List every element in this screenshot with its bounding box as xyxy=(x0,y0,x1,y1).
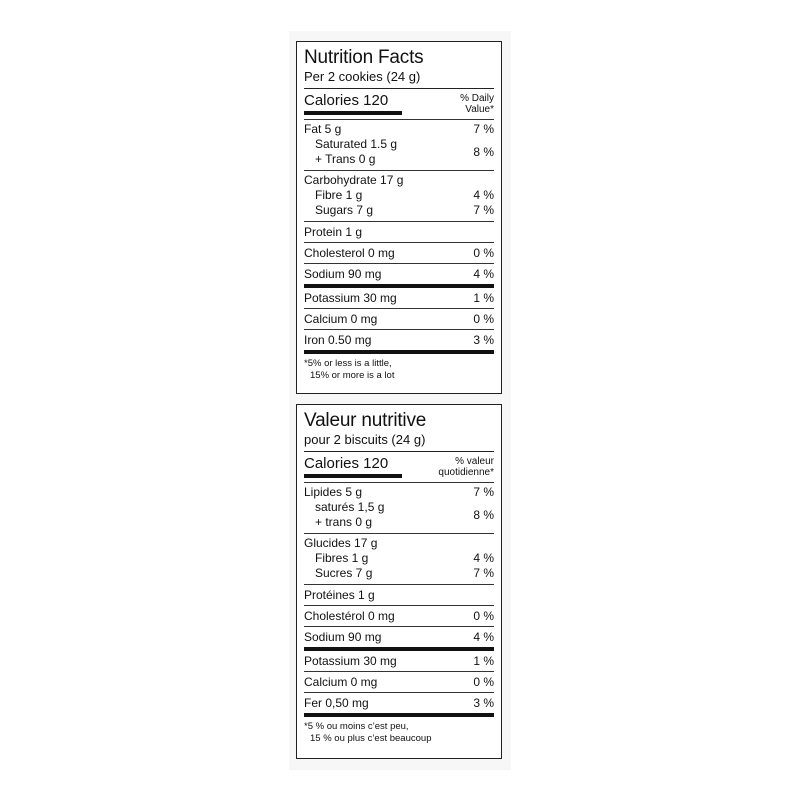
footnote-line-1: *5% or less is a little, xyxy=(304,358,392,369)
calories-row xyxy=(304,455,494,482)
nutrition-facts-panel-en xyxy=(296,41,502,394)
iron-pct: 3 % xyxy=(473,696,494,710)
iron-pct: 3 % xyxy=(473,333,494,347)
footnote-line-1: *5 % ou moins c’est peu, xyxy=(304,721,409,732)
footnote-line-2: 15% or more is a lot xyxy=(310,370,395,381)
carb-label: Glucides 17 g xyxy=(304,536,378,550)
cholesterol-pct: 0 % xyxy=(473,246,494,260)
footnote-line-2: 15 % ou plus c’est beaucoup xyxy=(310,733,432,744)
daily-value-header: % Daily Value* xyxy=(460,93,494,115)
fibre-label: Fibres 1 g xyxy=(315,551,369,565)
protein-label: Protein 1 g xyxy=(304,225,363,239)
sugars-pct: 7 % xyxy=(473,203,494,217)
calcium-label: Calcium 0 mg xyxy=(304,312,378,326)
potassium-row xyxy=(304,651,494,671)
calcium-pct: 0 % xyxy=(473,675,494,689)
sugars-label: Sucres 7 g xyxy=(315,566,373,580)
carb-label: Carbohydrate 17 g xyxy=(304,173,404,187)
fat-label: Fat 5 g xyxy=(304,122,342,136)
serving-size: Per 2 cookies (24 g) xyxy=(304,69,421,84)
footnote xyxy=(304,354,494,382)
calcium-pct: 0 % xyxy=(473,312,494,326)
iron-row xyxy=(304,693,494,713)
iron-row xyxy=(304,330,494,350)
cholesterol-label: Cholestérol 0 mg xyxy=(304,609,395,623)
nutrition-facts-panel-fr xyxy=(296,404,502,759)
calories-label: Calories 120 xyxy=(304,92,389,109)
serving-size: pour 2 biscuits (24 g) xyxy=(304,432,426,447)
calcium-row xyxy=(304,309,494,329)
calcium-label: Calcium 0 mg xyxy=(304,675,378,689)
cholesterol-label: Cholesterol 0 mg xyxy=(304,246,395,260)
fibre-label: Fibre 1 g xyxy=(315,188,363,202)
saturated-label: saturés 1,5 g xyxy=(315,500,385,514)
cholesterol-row xyxy=(304,243,494,263)
potassium-label: Potassium 30 mg xyxy=(304,291,397,305)
sat-trans-pct: 8 % xyxy=(473,144,494,159)
fat-block xyxy=(304,120,494,170)
fat-label: Lipides 5 g xyxy=(304,485,363,499)
potassium-pct: 1 % xyxy=(473,291,494,305)
panel-title: Nutrition Facts xyxy=(304,47,424,68)
potassium-label: Potassium 30 mg xyxy=(304,654,397,668)
cholesterol-pct: 0 % xyxy=(473,609,494,623)
protein-row xyxy=(304,222,494,242)
iron-label: Fer 0,50 mg xyxy=(304,696,369,710)
trans-label: + trans 0 g xyxy=(315,515,373,529)
iron-label: Iron 0.50 mg xyxy=(304,333,372,347)
carb-block xyxy=(304,171,494,221)
calories-label: Calories 120 xyxy=(304,455,389,472)
daily-value-header: % valeur quotidienne* xyxy=(438,456,494,478)
divider xyxy=(304,88,494,89)
protein-label: Protéines 1 g xyxy=(304,588,375,602)
panel-title: Valeur nutritive xyxy=(304,410,427,431)
sat-trans-pct: 8 % xyxy=(473,507,494,522)
cholesterol-row xyxy=(304,606,494,626)
carb-block xyxy=(304,534,494,584)
sugars-label: Sugars 7 g xyxy=(315,203,374,217)
divider xyxy=(304,451,494,452)
fat-block xyxy=(304,483,494,533)
sodium-row xyxy=(304,627,494,647)
fat-pct: 7 % xyxy=(473,122,494,136)
fibre-pct: 4 % xyxy=(473,188,494,202)
calcium-row xyxy=(304,672,494,692)
protein-row xyxy=(304,585,494,605)
sugars-pct: 7 % xyxy=(473,566,494,580)
trans-label: + Trans 0 g xyxy=(315,152,376,166)
sodium-label: Sodium 90 mg xyxy=(304,630,382,644)
sodium-label: Sodium 90 mg xyxy=(304,267,382,281)
sodium-row xyxy=(304,264,494,284)
calories-row xyxy=(304,92,494,119)
sodium-pct: 4 % xyxy=(473,630,494,644)
fibre-pct: 4 % xyxy=(473,551,494,565)
calories-bar xyxy=(304,474,402,478)
potassium-pct: 1 % xyxy=(473,654,494,668)
fat-pct: 7 % xyxy=(473,485,494,499)
calories-bar xyxy=(304,111,402,115)
saturated-label: Saturated 1.5 g xyxy=(315,137,398,151)
potassium-row xyxy=(304,288,494,308)
footnote xyxy=(304,717,494,745)
sodium-pct: 4 % xyxy=(473,267,494,281)
